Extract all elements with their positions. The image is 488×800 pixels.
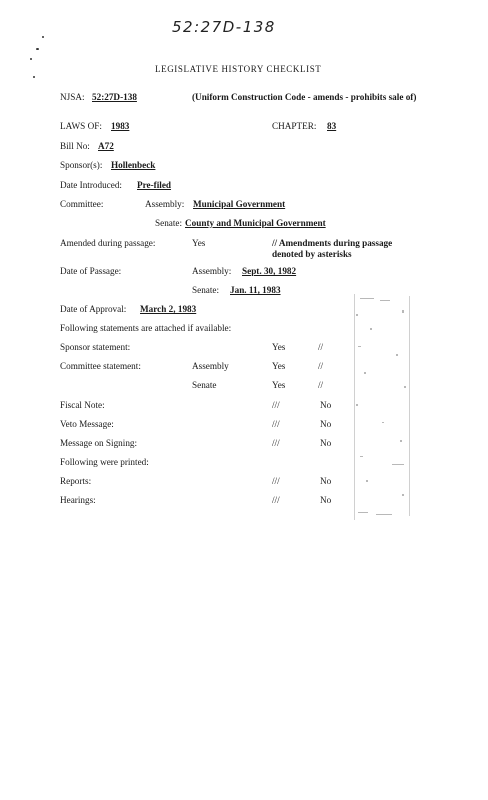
- committee-statement-senate: Senate: [192, 380, 217, 390]
- signing-message-label: Message on Signing:: [60, 438, 138, 448]
- approval-value: March 2, 1983: [140, 304, 197, 314]
- veto-message-label: Veto Message:: [60, 419, 114, 429]
- passage-label: Date of Passage:: [60, 266, 122, 276]
- scan-speck: [33, 76, 35, 78]
- fiscal-note-no: No: [320, 400, 332, 410]
- approval-label: Date of Approval:: [60, 304, 127, 314]
- page-title: LEGISLATIVE HISTORY CHECKLIST: [155, 64, 322, 74]
- printed-heading: Following were printed:: [60, 457, 149, 467]
- bill-no-label: Bill No:: [60, 141, 90, 151]
- committee-statement-assembly-mark: //: [318, 361, 324, 371]
- njsa-description: (Uniform Construction Code - amends - prohibits sale of): [192, 92, 417, 102]
- amended-value: Yes: [192, 238, 206, 248]
- laws-of-value: 1983: [111, 121, 130, 131]
- scan-speck: [30, 58, 32, 60]
- committee-statement-assembly-yes: Yes: [272, 361, 286, 371]
- amended-note: // Amendments during passage denoted by asterisks: [272, 238, 393, 259]
- chapter-value: 83: [327, 121, 337, 131]
- committee-senate-value: County and Municipal Government: [185, 218, 326, 228]
- handwritten-file-number: 52:27D-138: [172, 18, 276, 36]
- sponsor-statement-yes: Yes: [272, 342, 286, 352]
- scan-artifact: [352, 294, 412, 522]
- committee-label: Committee:: [60, 199, 104, 209]
- passage-assembly-value: Sept. 30, 1982: [242, 266, 297, 276]
- committee-statement-label: Committee statement:: [60, 361, 141, 371]
- hearings-mark: ///: [272, 495, 280, 505]
- committee-assembly-label: Assembly:: [145, 199, 185, 209]
- veto-message-mark: ///: [272, 419, 280, 429]
- scan-speck: [42, 36, 44, 38]
- signing-message-no: No: [320, 438, 332, 448]
- passage-senate-label: Senate:: [192, 285, 220, 295]
- njsa-value: 52:27D-138: [92, 92, 137, 102]
- amended-label: Amended during passage:: [60, 238, 156, 248]
- committee-assembly-value: Municipal Government: [193, 199, 286, 209]
- passage-assembly-label: Assembly:: [192, 266, 232, 276]
- veto-message-no: No: [320, 419, 332, 429]
- reports-mark: ///: [272, 476, 280, 486]
- scan-speck: [36, 48, 39, 50]
- reports-label: Reports:: [60, 476, 92, 486]
- laws-of-label: LAWS OF:: [60, 121, 102, 131]
- committee-statement-senate-yes: Yes: [272, 380, 286, 390]
- sponsor-value: Hollenbeck: [111, 160, 156, 170]
- sponsor-statement-mark: //: [318, 342, 324, 352]
- attached-heading: Following statements are attached if available:: [60, 323, 232, 333]
- chapter-label: CHAPTER:: [272, 121, 317, 131]
- sponsor-label: Sponsor(s):: [60, 160, 103, 170]
- date-introduced-label: Date Introduced:: [60, 180, 122, 190]
- bill-no-value: A72: [98, 141, 114, 151]
- fiscal-note-mark: ///: [272, 400, 280, 410]
- date-introduced-value: Pre-filed: [137, 180, 172, 190]
- sponsor-statement-label: Sponsor statement:: [60, 342, 131, 352]
- hearings-label: Hearings:: [60, 495, 96, 505]
- reports-no: No: [320, 476, 332, 486]
- signing-message-mark: ///: [272, 438, 280, 448]
- committee-statement-senate-mark: //: [318, 380, 324, 390]
- committee-senate-label: Senate:: [155, 218, 183, 228]
- committee-statement-assembly: Assembly: [192, 361, 229, 371]
- passage-senate-value: Jan. 11, 1983: [230, 285, 281, 295]
- hearings-no: No: [320, 495, 332, 505]
- njsa-label: NJSA:: [60, 92, 85, 102]
- fiscal-note-label: Fiscal Note:: [60, 400, 105, 410]
